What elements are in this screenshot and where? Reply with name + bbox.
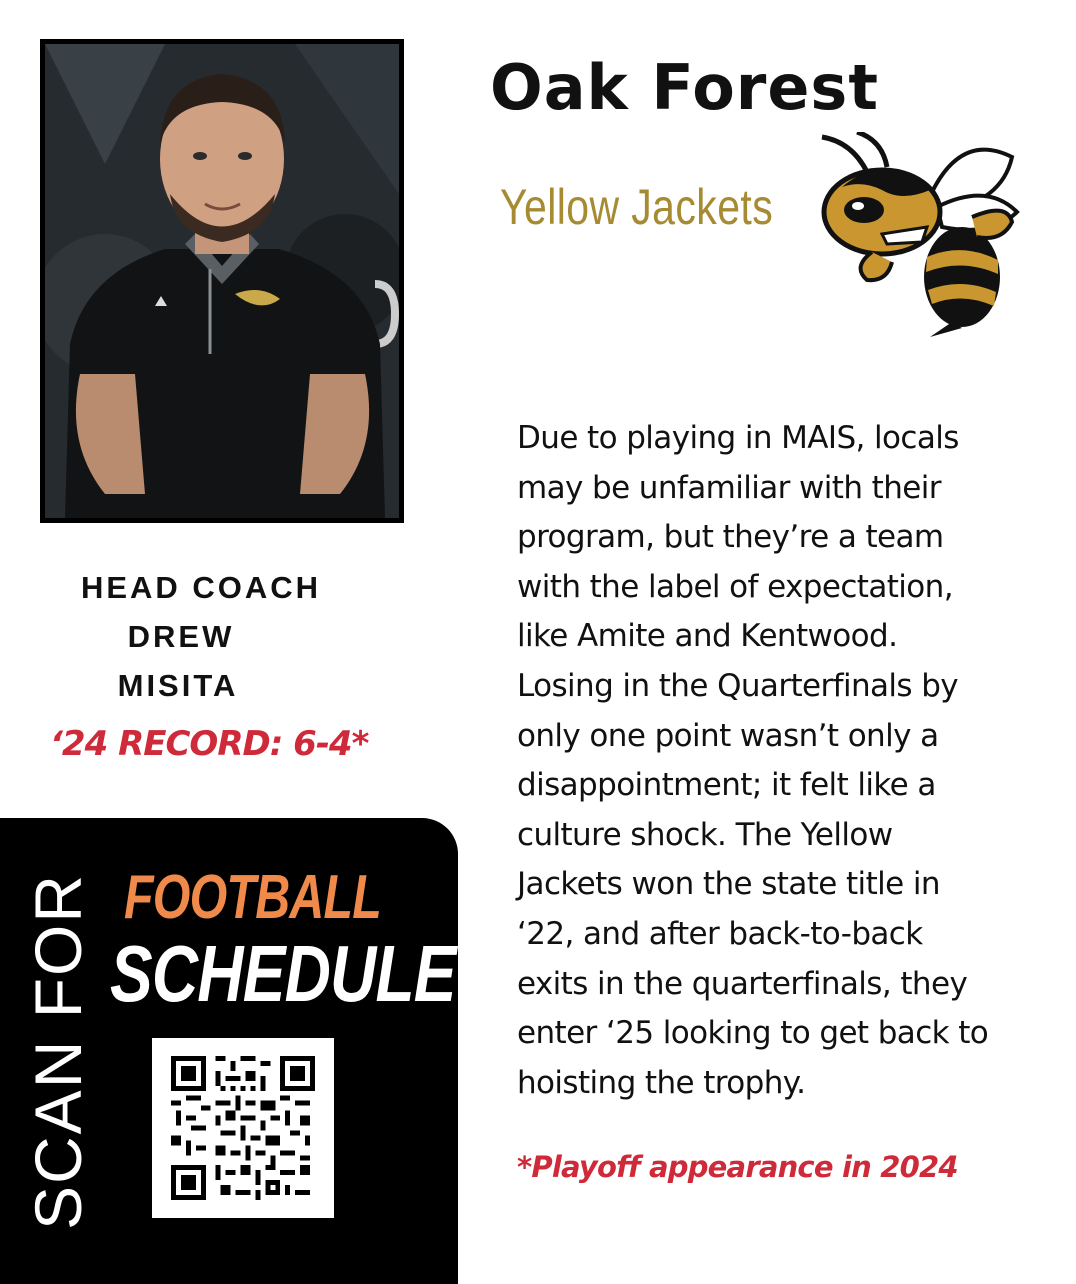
scan-for-label: SCAN FOR: [21, 872, 95, 1230]
coach-photo-frame: [40, 39, 404, 523]
yellow-jacket-mascot-icon: [812, 132, 1024, 342]
coach-photo: [45, 44, 399, 518]
playoff-footnote: *Playoff appearance in 2024: [517, 1150, 958, 1184]
coach-first-name: DREW: [127, 619, 235, 654]
qr-code-icon[interactable]: [152, 1038, 334, 1218]
article-body: Due to playing in MAIS, locals may be unfamiliar with their program, but they’re a team with the label of expectation, like Amite and Kentwood. Losing in the Quarterfinals by only one point wasn’t only a disappointment; it felt like a culture shock. The Yellow Jackets won the state title in ‘22, and after back-to-back exits in the quarterfinals, they enter ‘25 looking to get back to hoisting the trophy.: [517, 420, 989, 1101]
school-name: Oak Forest: [490, 51, 879, 124]
football-label: FOOTBALL: [124, 863, 382, 932]
schedule-label: SCHEDULE: [110, 929, 456, 1018]
coach-info: [46, 563, 356, 710]
team-name: Yellow Jackets: [500, 179, 774, 235]
coach-record: ‘24 RECORD: 6-4*: [50, 724, 369, 764]
coach-last-name: MISITA: [117, 668, 239, 703]
coach-title: HEAD COACH: [80, 570, 322, 605]
